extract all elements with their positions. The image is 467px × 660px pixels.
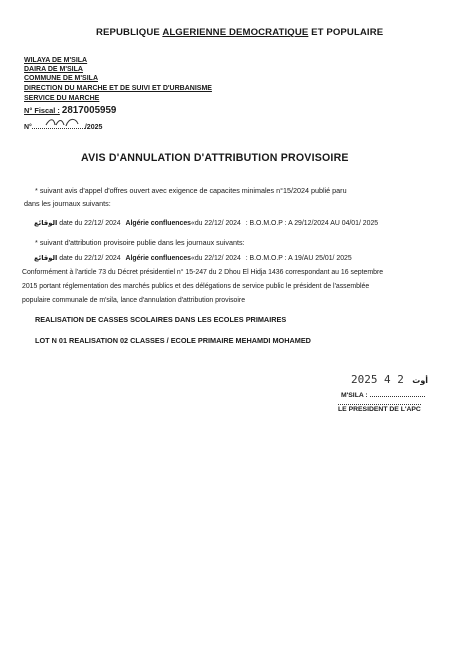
stamp-year: 2025 xyxy=(351,373,378,386)
reference-number xyxy=(24,120,102,131)
republic-header xyxy=(96,27,383,38)
bullet: * xyxy=(35,186,38,195)
newspaper-name: Algérie confluences xyxy=(125,220,191,227)
paragraph-offer xyxy=(35,186,347,195)
republic-header-post: ET POPULAIRE xyxy=(308,27,384,38)
lot-title: LOT N 01 REALISATION 02 CLASSES / ECOLE PRIMAIRE MEHAMDI MOHAMED xyxy=(35,336,311,345)
press-date-1: date du 22/12/ 2024 xyxy=(59,220,121,227)
stamp-day: 2 4 xyxy=(383,373,404,386)
fiscal-value: 2817005959 xyxy=(61,105,117,116)
press-date-1: date du 22/12/ 2024 xyxy=(59,255,121,262)
stamp-date xyxy=(351,370,428,388)
signature-place xyxy=(341,392,425,399)
attribution-text: suivant d'attribution provisoire publie dans les journaux suivants: xyxy=(39,238,245,247)
arabic-newspaper: الوقائع xyxy=(34,254,58,262)
direction-line: DIRECTION DU MARCHE ET DE SUIVI ET D'URBANISME xyxy=(24,85,212,92)
service-line: SERVICE DU MARCHE xyxy=(24,95,100,102)
republic-header-underlined: ALGERIENNE DEMOCRATIQUE xyxy=(162,27,309,38)
conformement-line-3: populaire communale de m'sila, lance d'annulation d'attribution provisoire xyxy=(22,297,246,304)
arabic-newspaper: الوقائع xyxy=(34,219,58,227)
commune-line: COMMUNE DE M'SILA xyxy=(24,75,98,82)
newspaper-name: Algérie confluences xyxy=(125,255,191,262)
wilaya-line: WILAYA DE M'SILA xyxy=(24,57,88,64)
stamp-month: أوت xyxy=(412,376,429,385)
conformement-line-1: Conformément à l'article 73 du Décret présidentiel n° 15-247 du 2 Dhou El Hidja 1436 correspondant au 16 septembre xyxy=(22,269,384,276)
bomop-dates: : B.O.M.O.P : A 29/12/2024 AU 04/01/ 2025 xyxy=(245,220,379,227)
number-year: /2025 xyxy=(84,124,103,131)
handwritten-number-scribble xyxy=(36,116,89,128)
offer-line-1: suivant avis d'appel d'offres ouvert avec exigence de capacites minimales n°15/2024 publié paru xyxy=(39,186,347,195)
place-label: M'SILA : xyxy=(341,392,368,399)
project-title: REALISATION DE CASSES SCOLAIRES DANS LES ECOLES PRIMAIRES xyxy=(35,315,287,324)
fiscal-number xyxy=(24,105,116,116)
president-label: LE PRESIDENT DE L'APC xyxy=(338,406,421,413)
press-line-1 xyxy=(34,219,378,227)
bomop-dates: : B.O.M.O.P : A 19/AU 25/01/ 2025 xyxy=(245,255,352,262)
paragraph-attribution xyxy=(35,238,245,247)
press-date-2: «du 22/12/ 2024 xyxy=(190,255,241,262)
conformement-line-2: 2015 portant réglementation des marchés publics et des délégations de service public le président de l'assemblée xyxy=(22,283,370,290)
republic-header-pre: REPUBLIQUE xyxy=(96,27,163,38)
page-title: AVIS D'ANNULATION D'ATTRIBUTION PROVISOIRE xyxy=(81,152,349,164)
number-label: N° xyxy=(24,124,32,131)
place-dotted-line xyxy=(370,396,425,397)
handwritten-number xyxy=(32,120,85,129)
daira-line: DAIRA DE M'SILA xyxy=(24,66,83,73)
bullet: * xyxy=(35,238,38,247)
offer-line-2: dans les journaux suivants: xyxy=(24,199,111,208)
fiscal-label: N° Fiscal : xyxy=(24,106,60,115)
press-date-2: «du 22/12/ 2024 xyxy=(190,220,241,227)
press-line-2 xyxy=(34,254,352,262)
